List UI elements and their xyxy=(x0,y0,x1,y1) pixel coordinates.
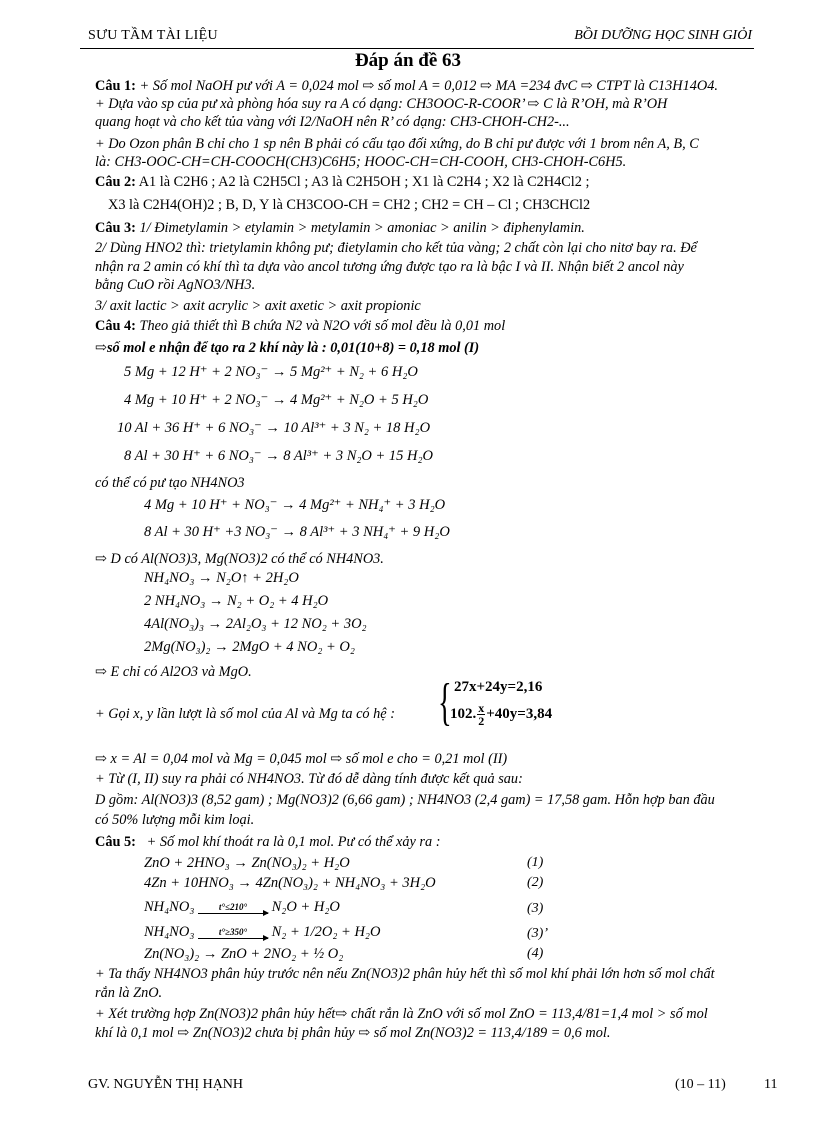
text-line: rắn là ZnO. xyxy=(95,985,163,1001)
text-line: ⇨ D có Al(NO3)3, Mg(NO3)2 có thể có NH4NO3. xyxy=(95,551,384,567)
text-line: bằng CuO rồi AgNO3/NH3. xyxy=(95,277,256,293)
reaction-number: (3) xyxy=(527,901,544,916)
text-line: X3 là C2H4(OH)2 ; B, D, Y là CH3COO-CH = CH2 ; CH2 = CH – Cl ; CH3CHCl2 xyxy=(108,197,591,213)
equation: 5 Mg + 12 H⁺ + 2 NO₃⁻ → 5 Mg²⁺ + N₂ + 6 H₂O xyxy=(124,364,418,380)
text-line: + Từ (I, II) suy ra phải có NH4NO3. Từ đó dễ dàng tính được kết quả sau: xyxy=(95,771,523,787)
equation: 4Al(NO₃)₃ → 2Al₂O₃ + 12 NO₂ + 3O₂ xyxy=(144,616,367,632)
reaction-number: (1) xyxy=(527,855,544,870)
equation: 10 Al + 36 H⁺ + 6 NO₃⁻ → 10 Al³⁺ + 3 N₂ + 18 H₂O xyxy=(117,420,431,436)
text-line: có 50% lượng mỗi kim loại. xyxy=(95,812,255,828)
text-line: + Ta thấy NH4NO3 phân hủy trước nên nếu Zn(NO3)2 phân hủy hết thì số mol khí phải lớn hơn số mol chất xyxy=(95,966,715,982)
text-line: Câu 5: + Số mol khí thoát ra là 0,1 mol. Pư có thể xảy ra : xyxy=(95,834,441,850)
text-line: ⇨ E chỉ có Al2O3 và MgO. xyxy=(95,664,252,680)
text-line: Câu 2: A1 là C2H6 ; A2 là C2H5Cl ; A3 là C2H5OH ; X1 là C2H4 ; X2 là C2H4Cl2 ; xyxy=(95,174,590,190)
text-line: + Gọi x, y lần lượt là số mol của Al và Mg ta có hệ : xyxy=(95,706,395,722)
equation: 4 Mg + 10 H⁺ + NO₃⁻ → 4 Mg²⁺ + NH₄⁺ + 3 H₂O xyxy=(144,497,446,513)
equation: ZnO + 2HNO₃ → Zn(NO₃)₂ + H₂O xyxy=(144,855,350,871)
equation: 2 NH₄NO₃ → N₂ + O₂ + 4 H₂O xyxy=(144,593,329,609)
reaction-condition-arrow: t°≥350° xyxy=(198,927,268,939)
reaction-number: (3)’ xyxy=(527,926,548,941)
text-line: có thể có pư tạo NH4NO3 xyxy=(95,475,245,491)
equation: 2Mg(NO₃)₂ → 2MgO + 4 NO₂ + O₂ xyxy=(144,639,355,655)
equation: NH₄NO₃ t°≤210° N₂O + H₂O xyxy=(144,899,340,915)
text-line: + Dựa vào sp của pư xà phòng hóa suy ra A có dạng: CH3OOC-R-COOR’ ⇨ C là R’OH, mà R’OH xyxy=(95,96,668,112)
equation: NH₄NO₃ → N₂O↑ + 2H₂O xyxy=(144,570,299,586)
equation: 4Zn + 10HNO₃ → 4Zn(NO₃)₂ + NH₄NO₃ + 3H₂O xyxy=(144,875,436,891)
system-eq1: 27x+24y=2,16 xyxy=(454,679,543,695)
reaction-number: (4) xyxy=(527,946,544,961)
page-header xyxy=(80,26,754,49)
text-line: khí là 0,1 mol ⇨ Zn(NO3)2 chưa bị phân hủy ⇨ số mol Zn(NO3)2 = 113,4/189 = 0,6 mol. xyxy=(95,1025,611,1041)
equation: Zn(NO₃)₂ → ZnO + 2NO₂ + ½ O₂ xyxy=(144,946,344,962)
header-right: BỒI DƯỠNG HỌC SINH GIỎI xyxy=(574,28,752,43)
text-line: quang hoạt và cho kết tủa vàng với I2/NaOH nên R’ có dạng: CH3-CHOH-CH2-... xyxy=(95,114,570,130)
reaction-number: (2) xyxy=(527,875,544,890)
footer-grade: (10 – 11) xyxy=(675,1077,726,1092)
equation: 8 Al + 30 H⁺ + 6 NO₃⁻ → 8 Al³⁺ + 3 N₂O + 15 H₂O xyxy=(124,448,434,464)
page-title: Đáp án đề 63 xyxy=(354,50,462,71)
text-line: D gồm: Al(NO3)3 (8,52 gam) ; Mg(NO3)2 (6,66 gam) ; NH4NO3 (2,4 gam) = 17,58 gam. Hỗn hợp ban đầu xyxy=(95,792,715,808)
text-line: nhận ra 2 amin có khí thì ta dựa vào ancol tương ứng được tạo ra là bậc I và II. Nhận biết 2 ancol này xyxy=(95,259,684,275)
equation-system xyxy=(450,679,552,727)
page-number: 11 xyxy=(764,1077,778,1092)
header-left: SƯU TẦM TÀI LIỆU xyxy=(88,28,218,43)
equation: 4 Mg + 10 H⁺ + 2 NO₃⁻ → 4 Mg²⁺ + N₂O + 5 H₂O xyxy=(124,392,429,408)
text-line: Câu 4: Theo giả thiết thì B chứa N2 và N2O với số mol đều là 0,01 mol xyxy=(95,318,506,334)
footer-author: GV. NGUYỄN THỊ HẠNH xyxy=(88,1077,244,1092)
text-line: ⇨số mol e nhận để tạo ra 2 khí này là : 0,01(10+8) = 0,18 mol (I) xyxy=(95,340,480,356)
equation: NH₄NO₃ t°≥350° N₂ + 1/2O₂ + H₂O xyxy=(144,924,381,940)
system-brace: { xyxy=(438,674,452,731)
text-line: 3/ axit lactic > axit acrylic > axit axetic > axit propionic xyxy=(95,298,421,314)
text-line: 2/ Dùng HNO2 thì: trietylamin không pư; đietylamin cho kết tủa vàng; 2 chất còn lại cho nitơ bay ra. Để xyxy=(95,240,697,256)
system-eq2: 102. $\frac{x}{2}$ +40y=3,84 xyxy=(450,701,553,728)
text-line: Câu 3: 1/ Đimetylamin > etylamin > metylamin > amoniac > anilin > điphenylamin. xyxy=(95,220,585,236)
text-line: + Xét trường hợp Zn(NO3)2 phân hủy hết⇨ chất rắn là ZnO với số mol ZnO = 113,4/81=1,4 mol > số mol xyxy=(95,1006,708,1022)
text-line: là: CH3-OOC-CH=CH-COOCH(CH3)C6H5; HOOC-CH=CH-COOH, CH3-CHOH-C6H5. xyxy=(95,154,627,170)
equation: 8 Al + 30 H⁺ +3 NO₃⁻ → 8 Al³⁺ + 3 NH₄⁺ + 9 H₂O xyxy=(144,524,450,540)
reaction-condition-arrow: t°≤210° xyxy=(198,902,268,914)
text-line: ⇨ x = Al = 0,04 mol và Mg = 0,045 mol ⇨ số mol e cho = 0,21 mol (II) xyxy=(95,751,508,767)
text-line: Câu 1: + Số mol NaOH pư với A = 0,024 mol ⇨ số mol A = 0,012 ⇨ MA =234 đvC ⇨ CTPT là C13H14O4. xyxy=(95,78,718,94)
text-line: + Do Ozon phân B chỉ cho 1 sp nên B phải có cấu tạo đối xứng, do B chỉ pư được với 1 brom nên A, B, C xyxy=(95,136,699,152)
